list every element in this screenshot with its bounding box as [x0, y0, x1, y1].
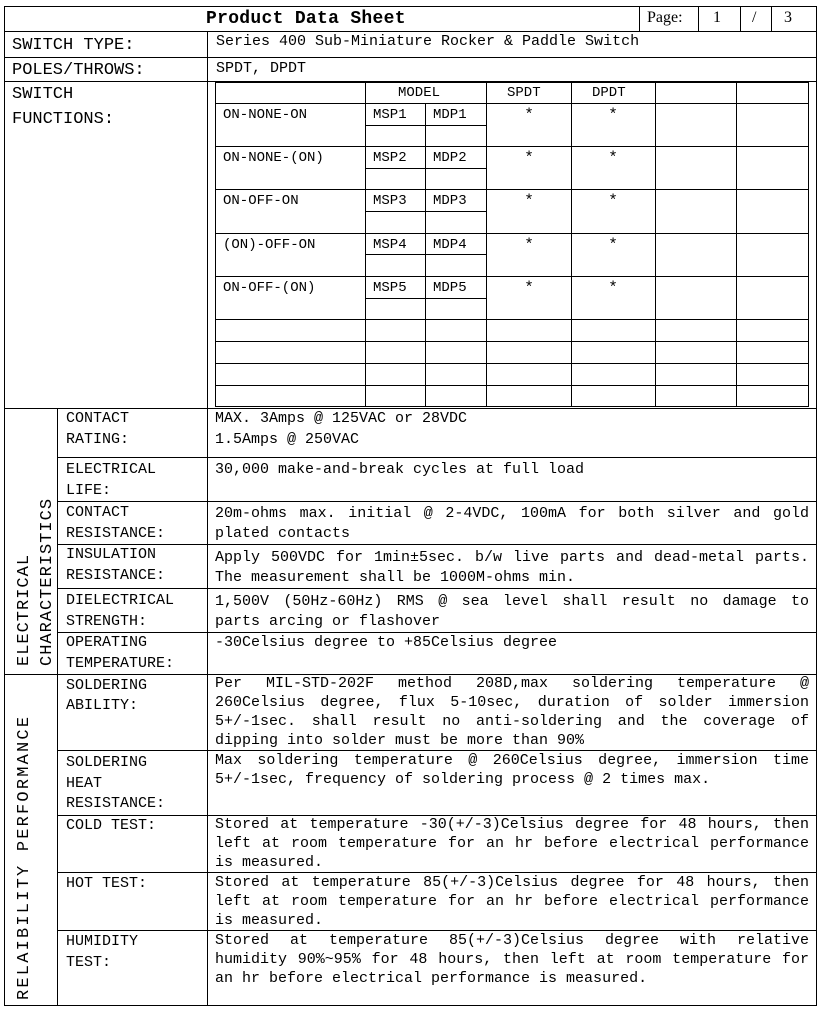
- electrical-section-label-1: ELECTRICAL: [15, 553, 34, 666]
- soldering-heat-label-2: HEAT: [66, 775, 103, 792]
- page-current: 1: [713, 9, 721, 26]
- contact-rating-value-2: 1.5Amps @ 250VAC: [215, 431, 360, 448]
- model-msp: MSP1: [373, 107, 407, 123]
- switch-functions-label-1: SWITCH: [12, 85, 74, 104]
- function-name: ON-NONE-(ON): [223, 150, 324, 166]
- switch-type-value: Series 400 Sub-Miniature Rocker & Paddle Switch: [216, 33, 640, 50]
- dpdt-mark: *: [608, 192, 618, 210]
- page-total: 3: [784, 9, 792, 26]
- spdt-mark: *: [524, 236, 534, 254]
- page-separator: /: [752, 9, 757, 26]
- spdt-mark: *: [524, 192, 534, 210]
- spdt-mark: *: [524, 149, 534, 167]
- function-name: ON-OFF-(ON): [223, 280, 316, 296]
- operating-temperature-label: OPERATING: [66, 634, 148, 651]
- model-msp: MSP2: [373, 150, 407, 166]
- soldering-ability-label: SOLDERING: [66, 677, 148, 694]
- model-mdp: MDP5: [433, 280, 467, 296]
- model-msp: MSP4: [373, 237, 407, 253]
- cold-test-value: Stored at temperature -30(+/-3)Celsius degree for 48 hours, then left at room temperature for an hr before electrical performance is measured.: [215, 816, 809, 871]
- insulation-resistance-label: INSULATION: [66, 546, 157, 563]
- hot-test-label: HOT TEST:: [66, 875, 148, 892]
- operating-temperature-value: -30Celsius degree to +85Celsius degree: [215, 634, 558, 651]
- column-header-model: MODEL: [398, 85, 441, 101]
- dielectrical-strength-label-2: STRENGTH:: [66, 613, 148, 630]
- spdt-mark: *: [524, 106, 534, 124]
- dielectrical-strength-value: 1,500V (50Hz-60Hz) RMS @ sea level shall result no damage to parts arcing or flashover: [215, 593, 809, 630]
- model-mdp: MDP1: [433, 107, 467, 123]
- model-msp: MSP3: [373, 193, 407, 209]
- reliability-section-label: RELAIBILITY PERFORMANCE: [15, 714, 34, 1000]
- operating-temperature-label-2: TEMPERATURE:: [66, 655, 175, 672]
- page-label: Page:: [647, 9, 683, 26]
- poles-throws-value: SPDT, DPDT: [216, 60, 307, 77]
- dpdt-mark: *: [608, 236, 618, 254]
- humidity-test-label: HUMIDITY: [66, 933, 139, 950]
- contact-rating-label: CONTACT: [66, 410, 130, 427]
- soldering-heat-label: SOLDERING: [66, 754, 148, 771]
- model-msp: MSP5: [373, 280, 407, 296]
- soldering-ability-value: Per MIL-STD-202F method 208D,max soldering temperature @ 260Celsius degree, flux 5-10sec, duration of solder immersion 5+/-1sec. shall result no anti-soldering and the coverage of dipping into solder must be more than 90%: [215, 675, 809, 749]
- model-mdp: MDP3: [433, 193, 467, 209]
- electrical-life-value: 30,000 make-and-break cycles at full load: [215, 461, 585, 478]
- contact-resistance-label-2: RESISTANCE:: [66, 525, 166, 542]
- spdt-mark: *: [524, 279, 534, 297]
- contact-rating-label-2: RATING:: [66, 431, 130, 448]
- soldering-heat-label-3: RESISTANCE:: [66, 795, 166, 812]
- cold-test-label: COLD TEST:: [66, 817, 157, 834]
- function-name: ON-NONE-ON: [223, 107, 308, 123]
- dpdt-mark: *: [608, 279, 618, 297]
- insulation-resistance-label-2: RESISTANCE:: [66, 567, 166, 584]
- hot-test-value: Stored at temperature 85(+/-3)Celsius degree for 48 hours, then left at room temperature for an hr before electrical performance is measured.: [215, 874, 809, 929]
- electrical-section-label-2: CHARACTERISTICS: [38, 497, 57, 666]
- contact-resistance-value: 20m-ohms max. initial @ 2-4VDC, 100mA for both silver and gold plated contacts: [215, 505, 809, 542]
- contact-rating-value: MAX. 3Amps @ 125VAC or 28VDC: [215, 410, 468, 427]
- humidity-test-label-2: TEST:: [66, 954, 112, 971]
- electrical-life-label: ELECTRICAL: [66, 461, 157, 478]
- poles-throws-label: POLES/THROWS:: [12, 61, 145, 80]
- column-header-spdt: SPDT: [507, 85, 541, 101]
- dpdt-mark: *: [608, 106, 618, 124]
- model-mdp: MDP4: [433, 237, 467, 253]
- column-header-dpdt: DPDT: [592, 85, 626, 101]
- dielectrical-strength-label: DIELECTRICAL: [66, 592, 175, 609]
- soldering-ability-label-2: ABILITY:: [66, 697, 139, 714]
- page-title: Product Data Sheet: [206, 9, 406, 29]
- soldering-heat-value: Max soldering temperature @ 260Celsius degree, immersion time 5+/-1sec, frequency of soldering process @ 2 times max.: [215, 752, 809, 788]
- insulation-resistance-value: Apply 500VDC for 1min±5sec. b/w live parts and dead-metal parts. The measurement shall be 1000M-ohms min.: [215, 549, 809, 586]
- function-name: ON-OFF-ON: [223, 193, 299, 209]
- model-mdp: MDP2: [433, 150, 467, 166]
- dpdt-mark: *: [608, 149, 618, 167]
- contact-resistance-label: CONTACT: [66, 504, 130, 521]
- switch-type-label: SWITCH TYPE:: [12, 36, 135, 55]
- function-name: (ON)-OFF-ON: [223, 237, 316, 253]
- humidity-test-value: Stored at temperature 85(+/-3)Celsius degree with relative humidity 90%~95% for 48 hours, then left at room temperature for an hr before electrical performance is measured.: [215, 932, 809, 987]
- switch-functions-label-2: FUNCTIONS:: [12, 110, 115, 129]
- electrical-life-label-2: LIFE:: [66, 482, 112, 499]
